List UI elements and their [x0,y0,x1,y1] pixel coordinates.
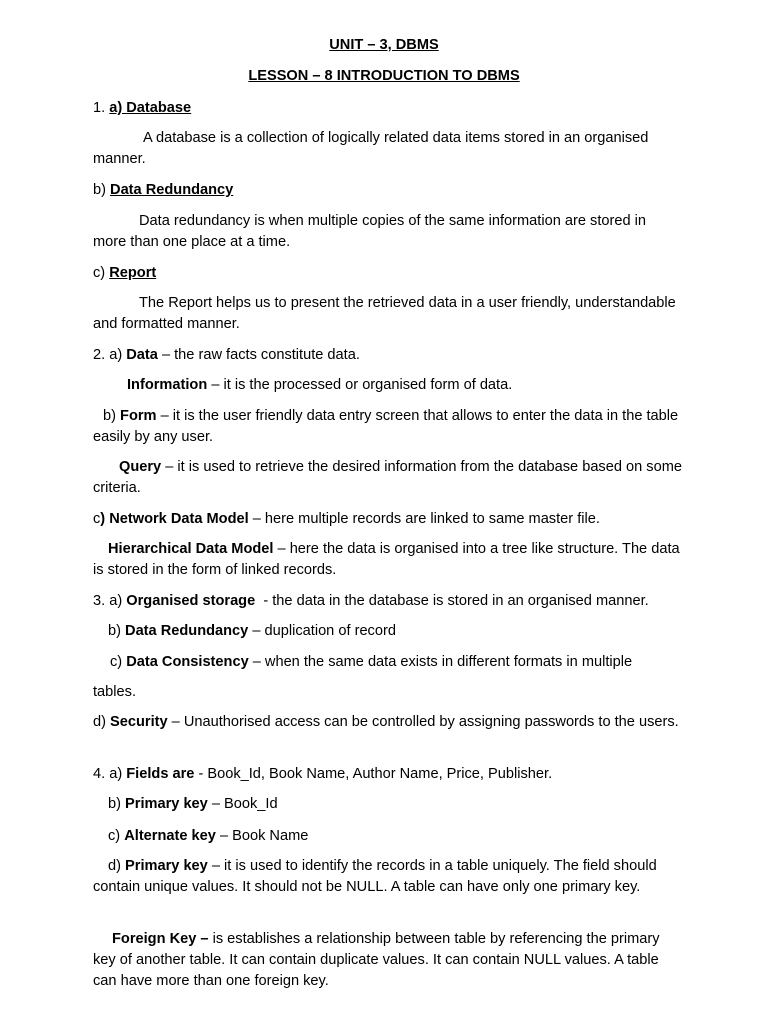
term-organised-storage: Organised storage [126,593,256,609]
term-data-redundancy-2: Data Redundancy [125,623,249,639]
q3-security: d) Security – Unauthorised access can be controlled by assigning passwords to the users. [93,714,679,730]
lesson-title: LESSON – 8 INTRODUCTION TO DBMS [248,68,520,84]
q1-c-heading: c) Report [93,265,157,281]
term-primary-key-2: Primary key [125,858,208,874]
term-form: Form [120,408,157,424]
q2-data: 2. a) Data – the raw facts constitute data. [93,347,360,363]
term-fields-are: Fields are [126,766,195,782]
q1-c-text: The Report helps us to present the retrieved data in a user friendly, understandable and formatted manner. [93,295,676,332]
q4-primary-key-definition: d) Primary key – it is used to identify the records in a table uniquely. The field should contain unique values. It should not be NULL. A table can have only one primary key. [93,858,657,895]
term-alternate-key: Alternate key [124,828,216,844]
q4-foreign-key: Foreign Key – is establishes a relationship between table by referencing the primary key of another table. It can contain duplicate values. It can contain NULL values. A table can have more than one foreign key. [93,931,660,989]
q3-data-redundancy: b) Data Redundancy – duplication of record [108,623,396,639]
q4-alternate-key: c) Alternate key – Book Name [108,828,309,844]
term-information: Information [127,377,208,393]
q3-consistency-cont: tables. [93,684,136,700]
q2-information: Information – it is the processed or organised form of data. [127,377,513,393]
term-foreign-key: Foreign Key – [112,931,209,947]
term-query: Query [119,459,162,475]
q3-data-consistency: c) Data Consistency – when the same data exists in different formats in multiple [110,654,633,670]
q1-b-text: Data redundancy is when multiple copies of the same information are stored in more than one place at a time. [93,213,646,250]
q4-fields: 4. a) Fields are - Book_Id, Book Name, Author Name, Price, Publisher. [93,766,553,782]
q3-organised-storage: 3. a) Organised storage - the data in the database is stored in an organised manner. [93,593,649,609]
term-hierarchical-data-model: Hierarchical Data Model [108,541,274,557]
term-security: Security [110,714,168,730]
term-network-data-model: ) Network Data Model [100,511,249,527]
term-report: Report [109,265,157,281]
q2-query: Query – it is used to retrieve the desired information from the database based on some criteria. [93,459,682,496]
term-data-consistency: Data Consistency [126,654,249,670]
q2-network-model: c) Network Data Model – here multiple records are linked to same master file. [93,511,600,527]
q1-a-heading: 1. a) Database [93,100,192,116]
q1-b-heading: b) Data Redundancy [93,182,234,198]
term-data: Data [126,347,158,363]
unit-title: UNIT – 3, DBMS [329,37,439,53]
q2-form: b) Form – it is the user friendly data entry screen that allows to enter the data in the table easily by any user. [93,408,679,445]
term-data-redundancy: Data Redundancy [110,182,234,198]
term-database: a) Database [109,100,192,116]
q4-primary-key: b) Primary key – Book_Id [108,796,278,812]
q2-hierarchical-model: Hierarchical Data Model – here the data is organised into a tree like structure. The data is stored in the form of linked records. [93,541,680,578]
term-primary-key: Primary key [125,796,208,812]
q1-a-text: A database is a collection of logically related data items stored in an organised manner. [93,130,649,167]
